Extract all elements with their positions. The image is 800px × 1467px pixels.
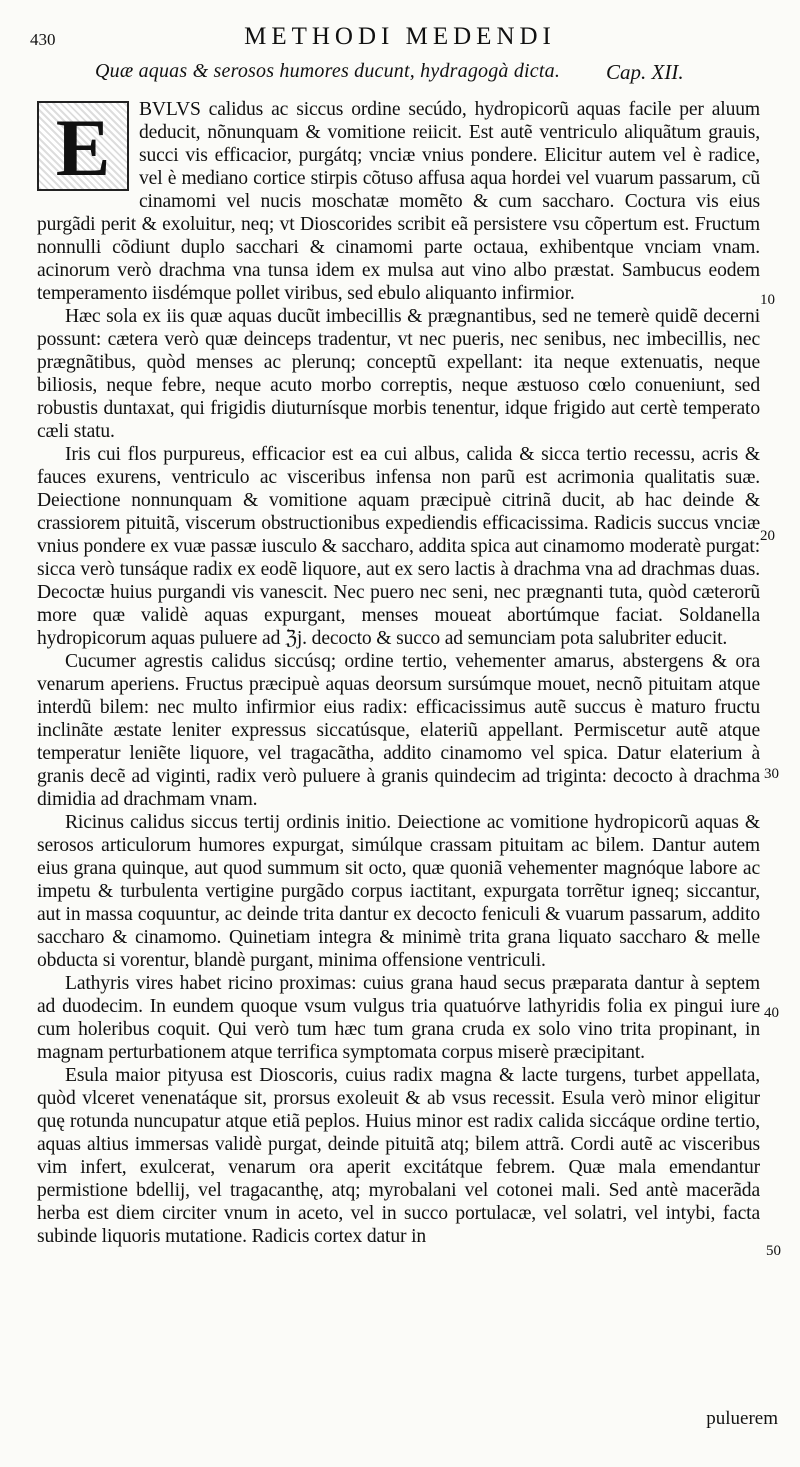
margin-line-number: 20	[760, 528, 775, 544]
margin-line-number: 50	[766, 1243, 781, 1259]
decorated-initial	[37, 101, 129, 191]
initial-letter: E	[55, 102, 111, 193]
catchword: puluerem	[706, 1408, 778, 1429]
running-title: METHODI MEDENDI	[244, 23, 556, 50]
paragraph-lathyris: Lathyris vires habet ricino proximas: cuius grana haud secus præparata dantur à septem ad duodecim. In eundem quoque vsum vulgus tria quatuórve lathyridis folia ex pingui iure cum holeribus coquit. Qui verò tum hæc tum grana cruda ex solo vino trita propinant, in magnam perturbationem atque terrifica symptomata corpus miserè præcipitant.	[37, 973, 760, 1063]
text-body	[37, 98, 760, 1248]
section-heading	[0, 58, 800, 88]
margin-line-number: 40	[764, 1005, 779, 1021]
section-subtitle: Quæ aquas & serosos humores ducunt, hydragogà dicta.	[95, 60, 561, 82]
margin-line-number: 30	[764, 766, 779, 782]
paragraph-text: BVLVS calidus ac siccus ordine secúdo, hydropicorũ aquas facile per aluum deducit, nõnunquam & vomitione reiicit. Est autẽ ventriculo aliquãtum grauis, succi vis efficacior, purgátq; vnciæ vnius pondere. Elicitur autem vel è radice, vel è mediano cortice stirpis cõtuso affusa aqua hordei vel vuarum passarum, cũ cinamomi vel nucis moschatæ momẽto & cum saccharo. Coctura vis eius purgãdi perit & exoluitur, neq; vt Dioscorides scribit eã persistere vsu cõpertum est. Fructum nonnulli cõdiunt duplo sacchari & cinamomi parte octaua, exhibentque vnciam vnam. acinorum verò drachma vna tunsa idem ex mulsa aut vino albo præstat. Sambucus eodem temperamento iisdémque pollet viribus, sed ebulo aliquanto infirmior.	[37, 99, 760, 304]
paragraph-ricinus: Ricinus calidus siccus tertij ordinis initio. Deiectione ac vomitione hydropicorũ aquas & serosos articulorum humores expurgat, simúlque crassam pituitam ac bilem. Dantur autem eius grana quinque, aut quod summum sit octo, quæ quoniã vehementer magnóque labore ac impetu & turbulenta vertigine purgãdo corpus iactitant, expurgata torrẽtur igneq; siccantur, aut in massa coquuntur, ac deinde trita dantur ex decocto feniculi & vuarum passarum, addito saccharo & cinamomo. Quinetiam integra & minimè trita grana liquato saccharo & melle obducta si vorentur, blandè purgant, minima offensione ventriculi.	[37, 812, 760, 971]
chapter-label: Cap. XII.	[606, 60, 684, 84]
running-header	[0, 20, 800, 52]
paragraph-haec-sola: Hæc sola ex iis quæ aquas ducũt imbecillis & prægnantibus, sed ne temerè quidẽ decerni possunt: cætera verò quæ deinceps tradentur, vt nec pueris, nec senibus, nec imbecillis, nec prægnãtibus, quòd menses ac plerunq; conceptũ expellant: ita neque extenuatis, neque biliosis, neque febre, neque acuto morbo correptis, neque æstuoso cœlo conueniunt, sed robustis duntaxat, qui frigidis diuturnísque morbis tenentur, idque frigido aut certè temperato cæli statu.	[37, 306, 760, 442]
paragraph-esula: Esula maior pityusa est Dioscoris, cuius radix magna & lacte turgens, turbet appellata, quòd vlceret venenatáque sit, prorsus exoleuit & ab vsus recessit. Esula verò minor eligitur quę rotunda nuncupatur atque etiã peplos. Huius minor est radix calida siccáque ordine tertio, aquas altius immersas validè purgat, deinde pituitã atq; bilem attrã. Cordi autẽ ac visceribus vim infert, exulcerat, venarum ora aperit excitátque febrem. Quæ mala emendantur permistione bdellij, vel tragacanthę, atq; myrobalani vel cotonei mali. Sed antè macerãda herba est diem circiter vnum in aceto, vel in succo portulacæ, vel solatri, vel intybi, facta subinde liquoris mutatione. Radicis cortex datur in	[37, 1065, 760, 1247]
paragraph-ebulus	[37, 98, 760, 305]
paragraph-iris: Iris cui flos purpureus, efficacior est ea cui albus, calida & sicca tertio recessu, acris & fauces exurens, ventriculo ac visceribus infensa non parũ est acrimonia qualitatis suæ. Deiectione nonnunquam & vomitione aquam præcipuè citrinã ducit, ab hac deinde & crassiorem pituitã, viscerum obstructionibus expediendis efficacissima. Radicis succus vnciæ vnius pondere ex vuæ passæ iusculo & saccharo, addita spica aut cinamomo moderatè purgat: sicca verò tunsáque radix ex eodẽ liquore, aut ex sero lactis à drachma vna ad drachmas duas. Decoctæ huius purgandi vis vanescit. Nec puero nec seni, nec prægnanti tuta, quòd cæterorũ more quæ validè aquas expurgant, menses moueat abortúmque faciat. Soldanella hydropicorum aquas puluere ad ℨj. decocto & succo ad semunciam pota salubriter educit.	[37, 444, 760, 649]
page-number: 430	[30, 30, 56, 49]
margin-line-number: 10	[760, 292, 775, 308]
paragraph-cucumer: Cucumer agrestis calidus siccúsq; ordine tertio, vehementer amarus, abstergens & ora venarum aperiens. Fructus præcipuè aquas deorsum sursúmque mouet, necnõ pituitam atque interdũ bilem: nec multo infirmior eius radix: efficacissimus autẽ succus è maturo fructu inclinãte æstate leniter expressus siccatúsque, elateriũ appellant. Permiscetur autẽ atque temperatur leniẽte liquore, vel tragacãtha, addito cinamomo vel spica. Datur elaterium à granis decẽ ad viginti, radix verò puluere à granis quindecim ad triginta: decocto à drachma dimidia ad drachmam vnam.	[37, 651, 760, 810]
